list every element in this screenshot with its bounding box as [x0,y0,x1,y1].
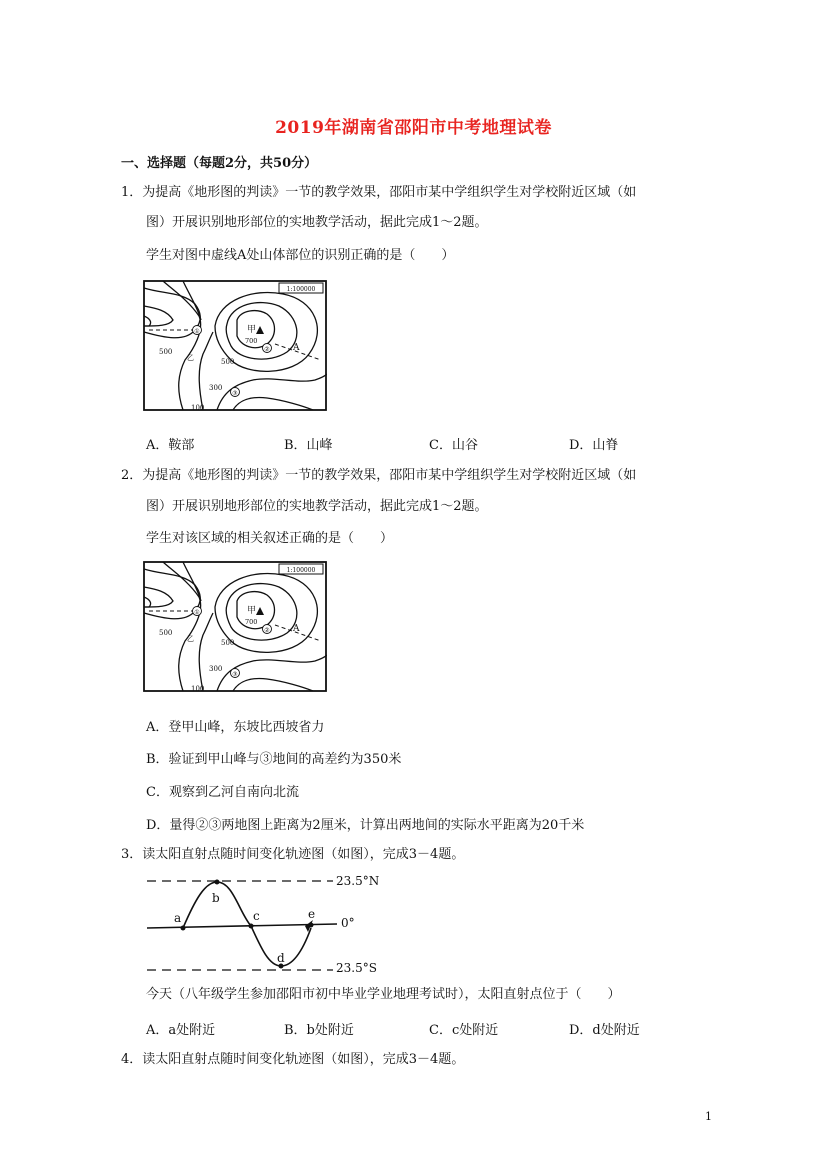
marker-3-label: ③ [232,390,238,397]
q1-option-c: C．山谷 [429,438,478,453]
q1-option-a: A．鞍部 [146,438,195,453]
point-b [215,880,220,885]
sun-path-curve [183,882,311,966]
peak-triangle-icon [256,326,264,334]
topo-map-2 [143,561,327,697]
peak-elevation: 700 [245,618,258,626]
label-north-tropic: 23.5°N [336,874,380,888]
label-c: c [253,909,260,923]
contour-south-2 [233,398,313,411]
contour-saddle-1 [163,281,201,410]
label-a: A [293,343,300,353]
marker-3-label: ③ [232,671,238,678]
contour-left-inner [144,316,151,326]
peak-triangle-icon [256,607,264,615]
contour-left-inner [144,597,151,607]
point-c [249,924,254,929]
contour-label-100: 100 [191,404,205,412]
label-d: d [277,951,285,965]
contour-label-500-left: 500 [159,348,173,356]
q2-option-c: C．观察到乙河自南向北流 [146,785,299,800]
q1-line1: 1．为提高《地形图的判读》一节的教学效果，邵阳市某中学组织学生对学校附近区域（如 [121,185,637,200]
river-label: 乙 [187,354,194,362]
q3-line1: 3．读太阳直射点随时间变化轨迹图（如图），完成3－4题。 [121,847,465,862]
river-label: 乙 [187,635,194,643]
q2-option-b: B．验证到甲山峰与③地间的高差约为350米 [146,752,402,767]
q3-option-c: C．c处附近 [429,1023,499,1038]
q2-option-a: A．登甲山峰，东坡比西坡省力 [146,720,325,735]
contour-label-500-left: 500 [159,629,173,637]
q1-line2: 图）开展识别地形部位的实地教学活动，据此完成1～2题。 [146,215,488,230]
marker-2-label: ② [264,627,270,634]
contour-left-mid [144,587,173,607]
marker-1-label: ① [194,609,200,616]
page-number: 1 [705,1110,712,1123]
label-e: e [308,907,316,921]
label-a: A [293,624,300,634]
q2-line2: 图）开展识别地形部位的实地教学活动，据此完成1～2题。 [146,499,488,514]
q3-option-a: A．a处附近 [146,1023,216,1038]
peak-label: 甲 [247,325,257,335]
topo-map-1 [143,280,327,416]
q4-line1: 4．读太阳直射点随时间变化轨迹图（如图），完成3－4题。 [121,1052,465,1067]
marker-2-label: ② [264,346,270,353]
label-south-tropic: 23.5°S [336,961,377,975]
peak-label: 甲 [247,606,257,616]
q2-stem: 学生对该区域的相关叙述正确的是（ ） [146,531,394,546]
q2-option-d: D．量得②③两地图上距离为2厘米，计算出两地间的实际水平距离为20千米 [146,818,585,833]
contour-label-100: 100 [191,685,205,693]
sun-path-diagram [143,868,393,978]
point-e [309,923,314,928]
point-a [181,926,186,931]
section-heading: 一、选择题（每题2分，共50分） [121,156,318,171]
q1-stem: 学生对图中虚线A处山体部位的识别正确的是（ ） [146,248,455,263]
contour-saddle-3 [199,613,213,691]
q3-stem: 今天（八年级学生参加邵阳市初中毕业学业地理考试时），太阳直射点位于（ ） [146,987,621,1002]
q2-line1: 2．为提高《地形图的判读》一节的教学效果，邵阳市某中学组织学生对学校附近区域（如 [121,468,637,483]
contour-left-mid [144,306,173,326]
contour-label-300: 300 [209,384,223,392]
contour-label-500-right: 500 [221,639,235,647]
marker-1-label: ① [194,328,200,335]
label-b: b [212,891,220,905]
contour-saddle-1 [163,562,201,691]
contour-saddle-3 [199,332,213,410]
peak-elevation: 700 [245,337,258,345]
label-a: a [174,911,182,925]
map-scale: 1:100000 [286,567,316,574]
label-equator: 0° [341,916,355,930]
contour-south-2 [233,679,313,692]
contour-label-500-right: 500 [221,358,235,366]
map-scale: 1:100000 [286,286,316,293]
q1-option-d: D．山脊 [569,438,619,453]
q3-option-b: B．b处附近 [284,1023,354,1038]
q3-option-d: D．d处附近 [569,1023,640,1038]
contour-label-300: 300 [209,665,223,673]
q1-option-b: B．山峰 [284,438,333,453]
page-title: 2019年湖南省邵阳市中考地理试卷 [275,118,552,138]
